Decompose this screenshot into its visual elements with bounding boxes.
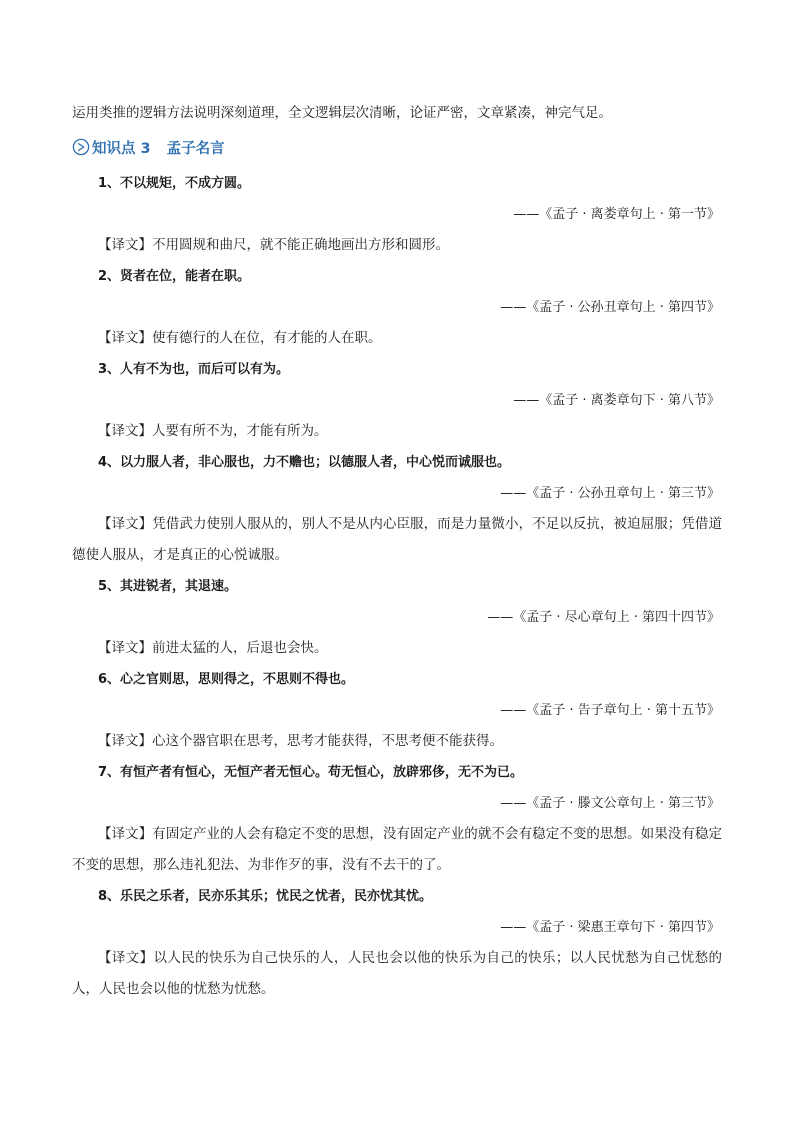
quote-translation: 【译文】有固定产业的人会有稳定不变的思想，没有固定产业的就不会有稳定不变的思想。如果没有稳定不变的思想，那么违礼犯法、为非作歹的事，没有不去干的了。 [72, 826, 722, 873]
quote-item [0, 571, 794, 664]
quote-source: ——《孟子 · 公孙丑章句上 · 第四节》 [500, 300, 720, 315]
section-heading [72, 136, 225, 158]
circled-arrow-icon [72, 138, 90, 156]
quote-text: 4、以力服人者，非心服也，力不赡也；以德服人者，中心悦而诚服也。 [98, 455, 511, 470]
quote-translation: 【译文】凭借武力使别人服从的，别人不是从内心臣服，而是力量微小，不足以反抗，被迫屈服；凭借道德使人服从，才是真正的心悦诚服。 [72, 516, 722, 563]
quote-source: ——《孟子 · 离娄章句上 · 第一节》 [513, 207, 720, 222]
quote-item [0, 757, 794, 881]
quote-text: 3、人有不为也，而后可以有为。 [98, 362, 290, 377]
quote-item [0, 881, 794, 1005]
quote-text: 6、心之官则思，思则得之，不思则不得也。 [98, 672, 355, 687]
quote-translation: 【译文】使有德行的人在位，有才能的人在职。 [98, 330, 382, 346]
section-label: 知识点 3 [92, 140, 151, 157]
quote-item [0, 664, 794, 757]
quote-translation: 【译文】以人民的快乐为自己快乐的人，人民也会以他的快乐为自己的快乐；以人民忧愁为自己忧愁的人，人民也会以他的忧愁为忧愁。 [72, 950, 722, 997]
quote-text: 2、贤者在位，能者在职。 [98, 269, 251, 284]
quote-list [0, 168, 794, 1005]
quote-translation: 【译文】心这个器官职在思考，思考才能获得，不思考便不能获得。 [98, 733, 503, 749]
quote-text: 8、乐民之乐者，民亦乐其乐；忧民之忧者，民亦忧其忧。 [98, 889, 433, 904]
quote-translation: 【译文】前进太猛的人，后退也会快。 [98, 640, 328, 656]
quote-text: 7、有恒产者有恒心，无恒产者无恒心。苟无恒心，放辟邪侈，无不为已。 [98, 765, 524, 780]
quote-source: ——《孟子 · 梁惠王章句下 · 第四节》 [500, 920, 720, 935]
quote-source: ——《孟子 · 滕文公章句上 · 第三节》 [500, 796, 720, 811]
quote-item [0, 354, 794, 447]
quote-source: ——《孟子 · 公孙丑章句上 · 第三节》 [500, 486, 720, 501]
quote-source: ——《孟子 · 告子章句上 · 第十五节》 [500, 703, 720, 718]
quote-text: 1、不以规矩，不成方圆。 [98, 176, 251, 191]
quote-text: 5、其进锐者，其退速。 [98, 579, 238, 594]
intro-paragraph: 运用类推的逻辑方法说明深刻道理，全文逻辑层次清晰，论证严密，文章紧凑，神完气足。 [72, 105, 612, 121]
quote-source: ——《孟子 · 离娄章句下 · 第八节》 [513, 393, 720, 408]
quote-source: ——《孟子 · 尽心章句上 · 第四十四节》 [487, 610, 720, 625]
quote-item [0, 447, 794, 571]
quote-translation: 【译文】不用圆规和曲尺，就不能正确地画出方形和圆形。 [98, 237, 449, 253]
section-title: 孟子名言 [166, 140, 225, 157]
quote-translation: 【译文】人要有所不为，才能有所为。 [98, 423, 328, 439]
quote-item [0, 168, 794, 261]
quote-item [0, 261, 794, 354]
